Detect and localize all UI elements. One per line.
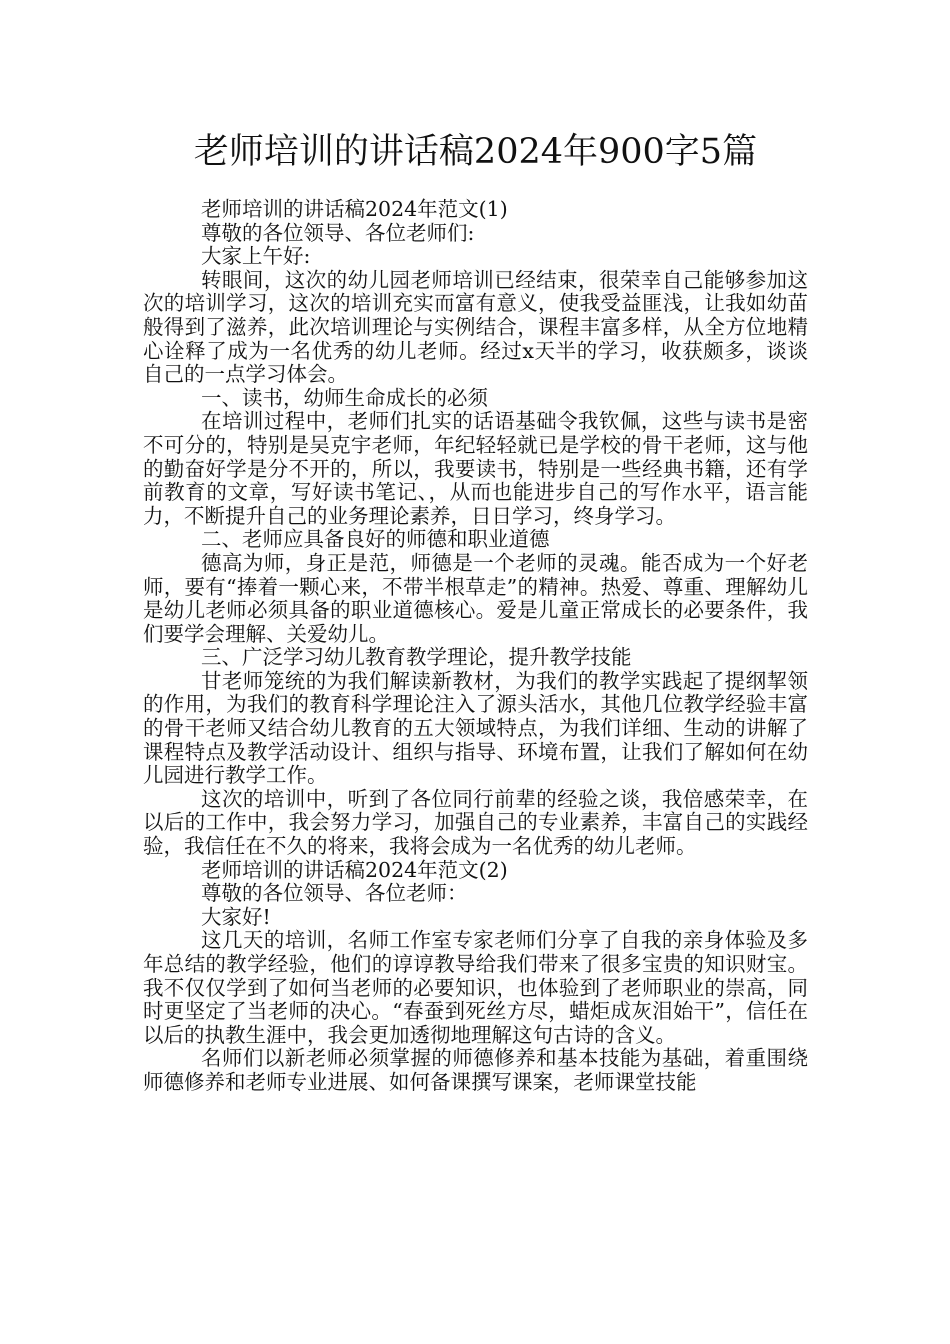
document-body xyxy=(143,198,808,1095)
paragraph: 德高为师，身正是范，师德是一个老师的灵魂。能否成为一个好老师，要有“捧着一颗心来，不带半根草走”的精神。热爱、尊重、理解幼儿是幼儿老师必须具备的职业道德核心。爱是儿童正常成长的必要条件，我们要学会理解、关爱幼儿。 xyxy=(143,550,808,646)
document-title: 老师培训的讲话稿2024年900字5篇 xyxy=(193,132,758,172)
greeting: 大家上午好: xyxy=(201,244,311,269)
salutation: 尊敬的各位领导、各位老师们: xyxy=(201,220,475,245)
greeting: 大家好! xyxy=(201,904,271,929)
subheading: 二、老师应具备良好的师德和职业道德 xyxy=(201,527,550,552)
paragraph: 转眼间，这次的幼儿园老师培训已经结束，很荣幸自己能够参加这次的培训学习，这次的培训充实而富有意义，使我受益匪浅，让我如幼苗般得到了滋养，此次培训理论与实例结合，课程丰富多样，从全方位地精心诠释了成为一名优秀的幼儿老师。经过x天半的学习，收获颇多，谈谈自己的一点学习体会。 xyxy=(143,267,808,387)
paragraph: 名师们以新老师必须掌握的师德修养和基本技能为基础，着重围绕师德修养和老师专业进展、如何备课撰写课案，老师课堂技能 xyxy=(143,1046,808,1094)
paragraph: 这几天的培训，名师工作室专家老师们分享了自我的亲身体验及多年总结的教学经验，他们的谆谆教导给我们带来了很多宝贵的知识财宝。我不仅仅学到了如何当老师的必要知识，也体验到了老师职业的崇高，同时更坚定了当老师的决心。“春蚕到死丝方尽，蜡炬成灰泪始干”，信任在以后的执教生涯中，我会更加透彻地理解这句古诗的含义。 xyxy=(143,928,808,1047)
section-heading-1: 老师培训的讲话稿2024年范文(1) xyxy=(201,197,508,221)
subheading: 三、广泛学习幼儿教育教学理论，提升教学技能 xyxy=(201,645,632,670)
section-heading-2: 老师培训的讲话稿2024年范文(2) xyxy=(201,857,508,882)
salutation: 尊敬的各位领导、各位老师： xyxy=(201,881,468,906)
document-page xyxy=(143,128,808,1095)
subheading: 一、读书，幼师生命成长的必须 xyxy=(201,385,488,410)
paragraph: 甘老师笼统的为我们解读新教材，为我们的教学实践起了提纲挈领的作用，为我们的教育科学理论注入了源头活水，其他几位教学经验丰富的骨干老师又结合幼儿教育的五大领域特点，为我们详细、生动的讲解了课程特点及教学活动设计、组织与指导、环境布置，让我们了解如何在幼儿园进行教学工作。 xyxy=(143,668,808,788)
paragraph: 在培训过程中，老师们扎实的话语基础令我钦佩，这些与读书是密不可分的，特别是吴克宇老师，年纪轻轻就已是学校的骨干老师，这与他的勤奋好学是分不开的，所以，我要读书，特别是一些经典书籍，还有学前教育的文章，写好读书笔记、，从而也能进步自己的写作水平，语言能力，不断提升自己的业务理论素养，日日学习，终身学习。 xyxy=(143,409,808,528)
paragraph: 这次的培训中，听到了各位同行前辈的经验之谈，我倍感荣幸，在以后的工作中，我会努力学习，加强自己的专业素养，丰富自己的实践经验，我信任在不久的将来，我将会成为一名优秀的幼儿老师。 xyxy=(143,786,808,859)
